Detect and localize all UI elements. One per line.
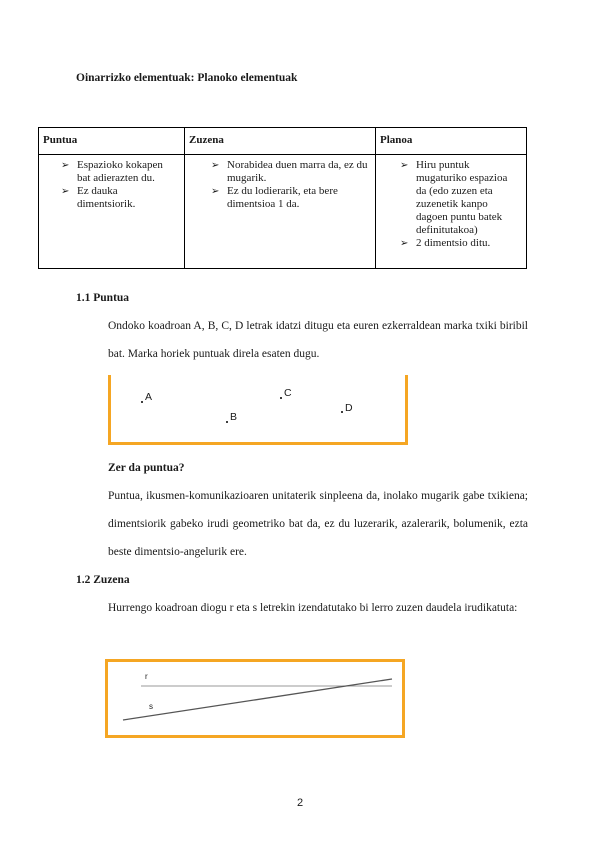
- page-number: 2: [297, 797, 304, 809]
- line-r-label: r: [145, 672, 148, 681]
- paragraph-zuzena-intro: Hurrengo koadroan diogu r eta s letrekin izendatutako bi lerro zuzen daudela irudikatuta:: [108, 602, 518, 614]
- page-title: Oinarrizko elementuak: Planoko elementuak: [76, 72, 298, 84]
- table-header-zuzena: Zuzena: [185, 128, 376, 155]
- table-header-puntua: Puntua: [39, 128, 185, 155]
- points-figure: [108, 375, 408, 445]
- lines-drawing: [108, 662, 402, 735]
- point-a-mark: [141, 401, 143, 403]
- point-a-label: A: [145, 391, 153, 403]
- table-header-planoa: Planoa: [376, 128, 527, 155]
- table-cell-zuzena: [185, 155, 376, 269]
- list-item: ➢ Espazioko kokapen bat adierazten du.: [59, 159, 178, 185]
- list-item: ➢ Ez du lodierarik, eta bere dimentsioa 1 da.: [209, 185, 369, 211]
- point-b-label: B: [230, 411, 238, 423]
- line-s-label: s: [149, 702, 153, 711]
- line-s: [123, 679, 392, 720]
- point-c-mark: [280, 397, 282, 399]
- table-row: [39, 155, 527, 269]
- table-cell-puntua: [39, 155, 185, 269]
- paragraph-puntua-definition: Puntua, ikusmen-komunikazioaren unitaterik sinpleena da, inolako mugarik gabe txikiena; dimentsiorik gabeko irudi geometriko bat da, ez du luzerarik, azalerarik, bolumenik, ezta beste dimentsio-angelurik ere.: [108, 490, 528, 558]
- list-item: ➢ 2 dimentsio ditu.: [398, 237, 520, 250]
- list-item: ➢ Ez dauka dimentsiorik.: [59, 185, 178, 211]
- table-cell-planoa: [376, 155, 527, 269]
- point-b-mark: [226, 421, 228, 423]
- point-d-label: D: [345, 402, 353, 414]
- point-d-mark: [341, 411, 343, 413]
- lines-figure: [105, 659, 405, 738]
- list-item: ➢ Hiru puntuk mugaturiko espazioa da (edo zuzen eta zuzenetik kanpo dagoen puntu batek definitutakoa): [398, 159, 520, 237]
- paragraph-puntua-intro: Ondoko koadroan A, B, C, D letrak idatzi ditugu eta euren ezkerraldean marka txiki biribil bat. Marka horiek puntuak direla esaten dugu.: [108, 320, 528, 360]
- section-heading-zuzena: 1.2 Zuzena: [76, 574, 130, 586]
- point-c-label: C: [284, 387, 292, 399]
- list-item: ➢ Norabidea duen marra da, ez du mugarik.: [209, 159, 369, 185]
- elements-table: [38, 127, 527, 269]
- section-heading-puntua: 1.1 Puntua: [76, 292, 130, 304]
- subheading-question: Zer da puntua?: [108, 462, 185, 474]
- table-header-row: [39, 128, 527, 155]
